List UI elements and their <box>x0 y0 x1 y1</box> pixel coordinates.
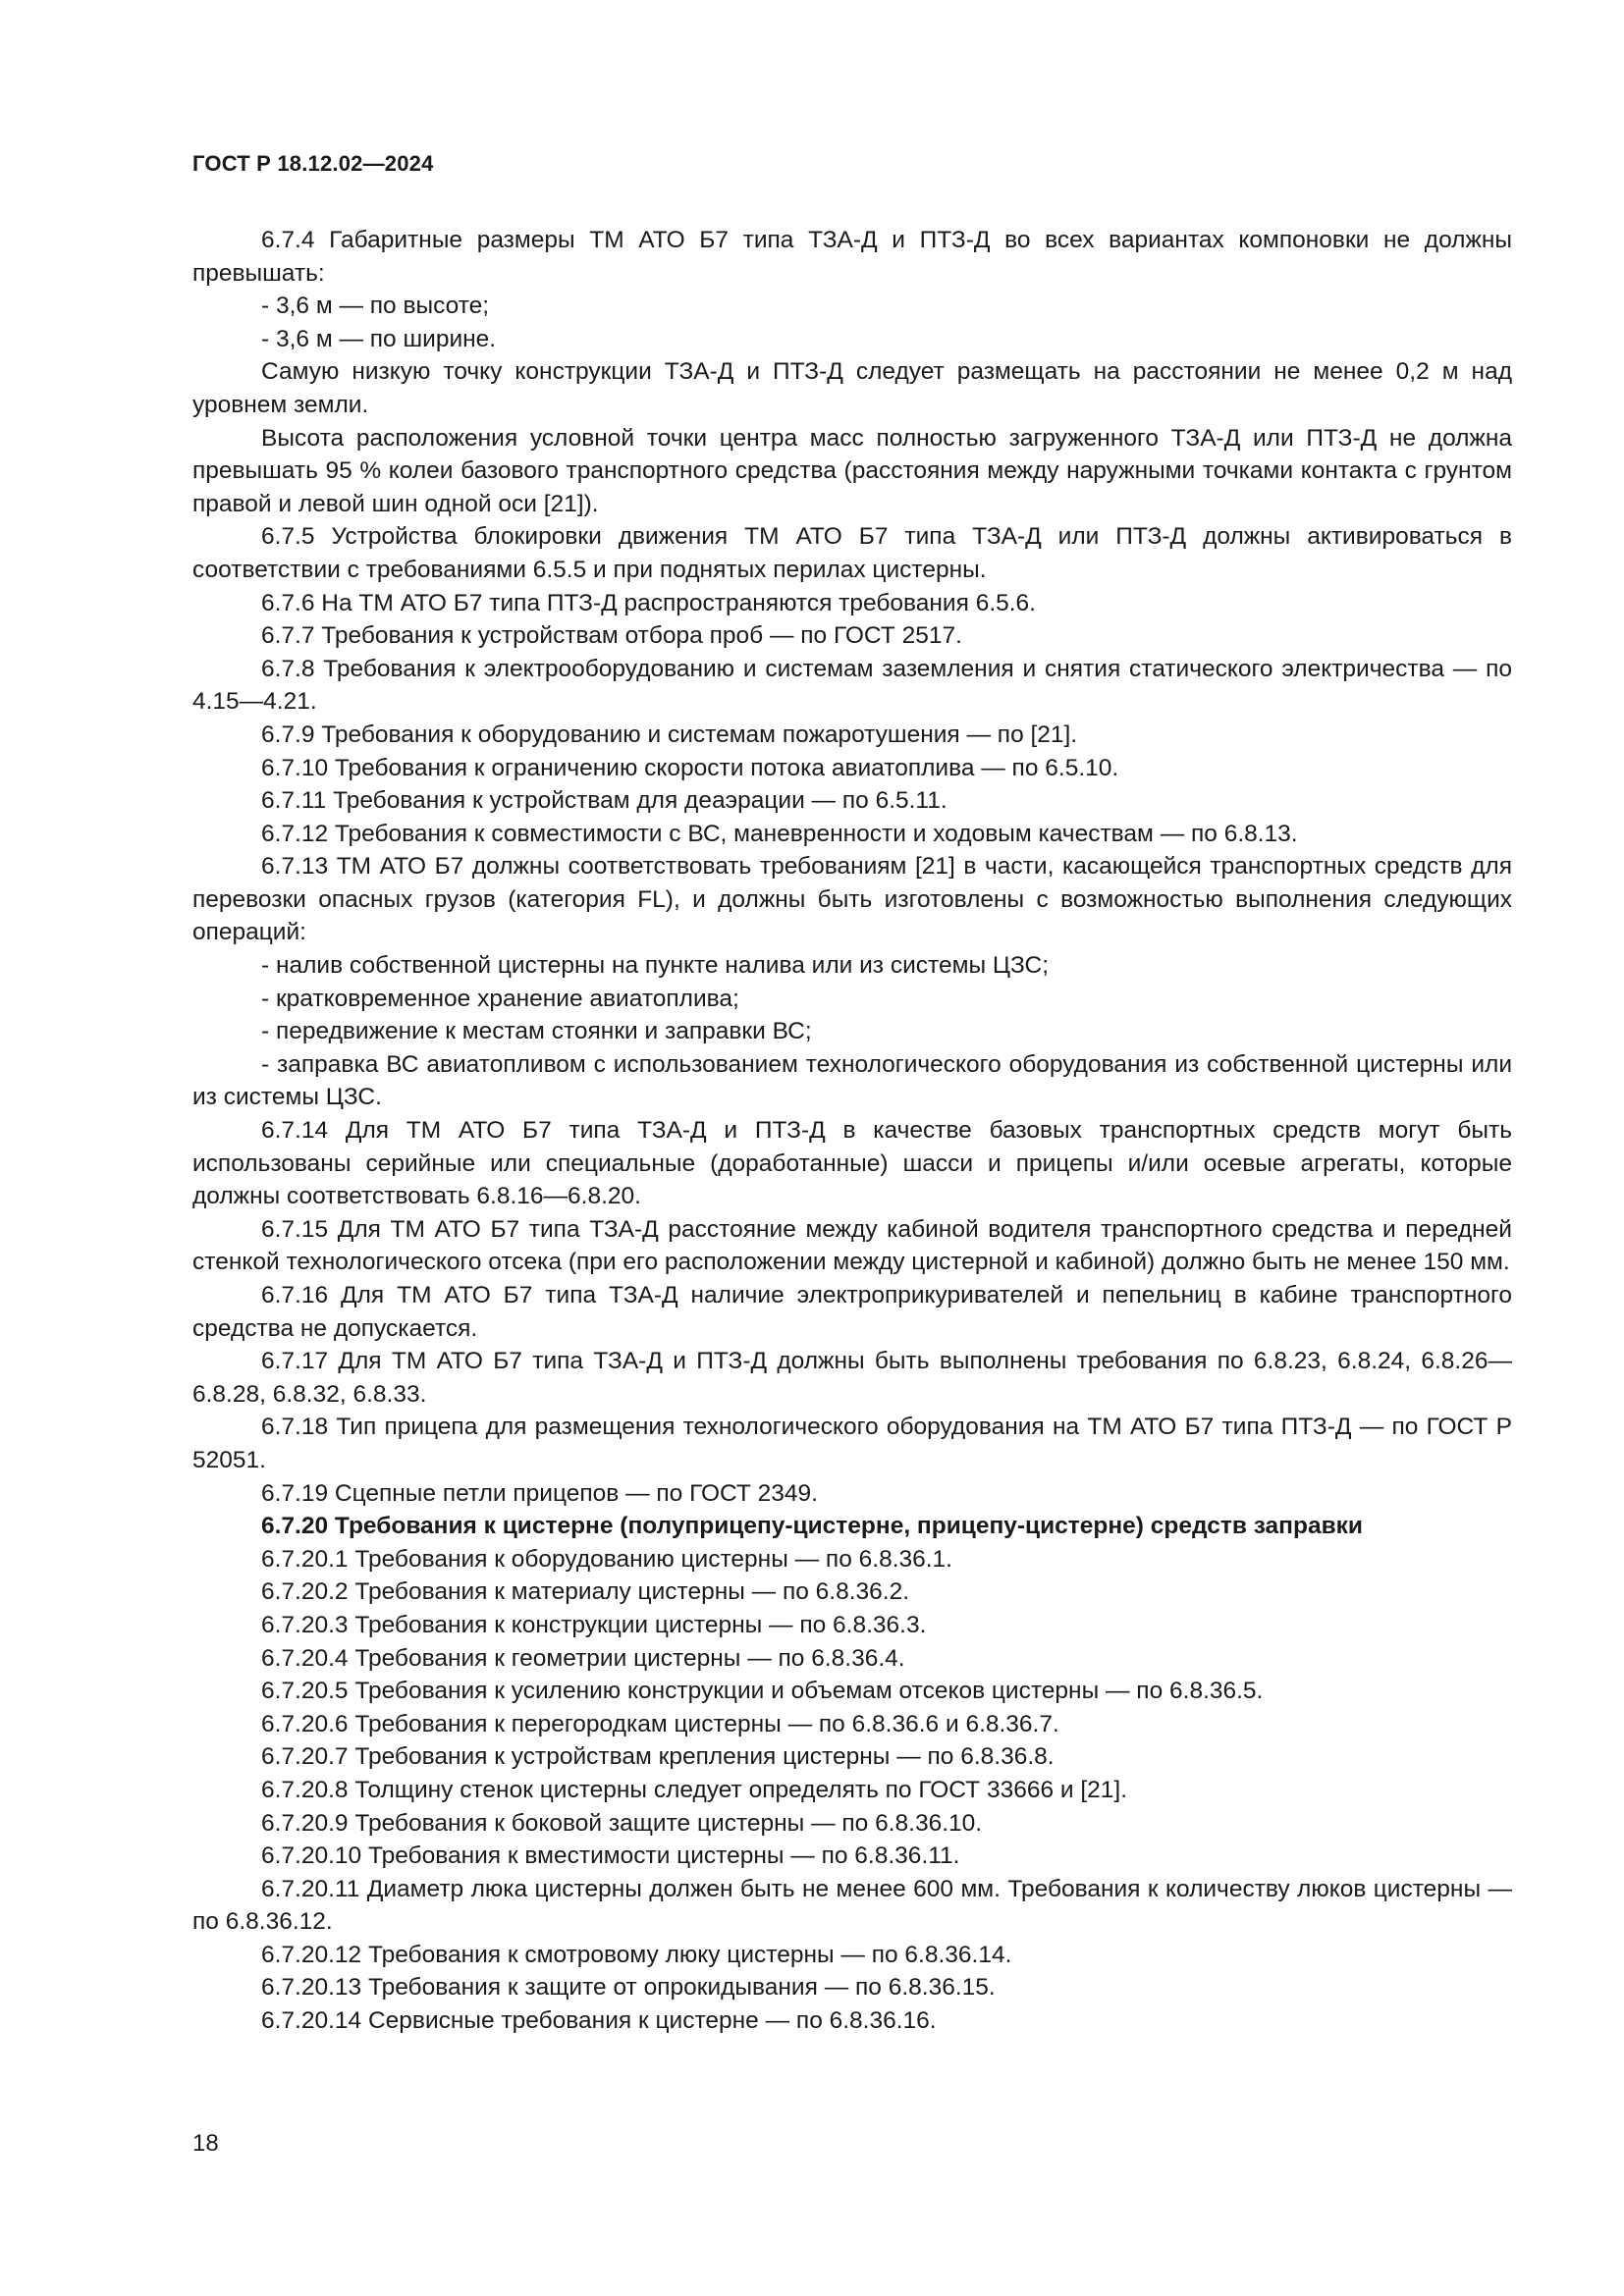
list-item: - передвижение к местам стоянки и заправки ВС; <box>261 1018 812 1045</box>
paragraph: 6.7.20.10 Требования к вместимости цистерны — по 6.8.36.11. <box>261 1842 960 1870</box>
page-number: 18 <box>192 2130 219 2157</box>
paragraph: 6.7.12 Требования к совместимости с ВС, маневренности и ходовым качествам — по 6.8.13. <box>261 820 1298 847</box>
paragraph: 6.7.10 Требования к ограничению скорости потока авиатоплива — по 6.5.10. <box>261 754 1119 781</box>
list-item: - налив собственной цистерны на пункте налива или из системы ЦЗС; <box>261 952 1050 980</box>
paragraph: 6.7.20.5 Требования к усилению конструкции и объемам отсеков цистерны — по 6.8.36.5. <box>261 1678 1264 1705</box>
paragraph: 6.7.15 Для ТМ АТО Б7 типа ТЗА-Д расстояние между кабиной водителя транспортного средства и передней стенкой технологического отсека (при его расположении между цистерной и кабиной) должно быть не менее 150 мм. <box>192 1215 1512 1276</box>
paragraph: 6.7.20.1 Требования к оборудованию цистерны — по 6.8.36.1. <box>261 1545 952 1573</box>
list-item: - заправка ВС авиатопливом с использованием технологического оборудования из собственной цистерны или из системы ЦЗС. <box>192 1050 1512 1111</box>
list-item: - 3,6 м — по высоте; <box>261 293 490 320</box>
section-heading: 6.7.20 Требования к цистерне (полуприцепу-цистерне, прицепу-цистерне) средств заправки <box>261 1513 1363 1540</box>
paragraph: 6.7.13 ТМ АТО Б7 должны соответствовать требованиям [21] в части, касающейся транспортных средств для перевозки опасных грузов (категория FL), и должны быть изготовлены с возможностью выполнения следующих операций: <box>192 853 1512 946</box>
paragraph: 6.7.8 Требования к электрооборудованию и системам заземления и снятия статического электричества — по 4.15—4.21. <box>192 655 1512 716</box>
paragraph: 6.7.7 Требования к устройствам отбора проб — по ГОСТ 2517. <box>261 622 962 650</box>
paragraph: 6.7.20.9 Требования к боковой защите цистерны — по 6.8.36.10. <box>261 1809 983 1837</box>
paragraph: 6.7.20.14 Сервисные требования к цистерне — по 6.8.36.16. <box>261 2007 937 2035</box>
paragraph: 6.7.20.3 Требования к конструкции цистерны — по 6.8.36.3. <box>261 1611 927 1638</box>
paragraph: 6.7.20.6 Требования к перегородкам цистерны — по 6.8.36.6 и 6.8.36.7. <box>261 1710 1059 1737</box>
paragraph: 6.7.20.8 Толщину стенок цистерны следует определять по ГОСТ 33666 и [21]. <box>261 1776 1128 1803</box>
document-header: ГОСТ Р 18.12.02—2024 <box>192 151 434 176</box>
paragraph: 6.7.20.4 Требования к геометрии цистерны — по 6.8.36.4. <box>261 1644 905 1672</box>
paragraph: 6.7.20.11 Диаметр люка цистерны должен быть не менее 600 мм. Требования к количеству люков цистерны — по 6.8.36.12. <box>192 1875 1512 1936</box>
paragraph: 6.7.20.12 Требования к смотровому люку цистерны — по 6.8.36.14. <box>261 1941 1012 1968</box>
paragraph: 6.7.19 Сцепные петли прицепов — по ГОСТ 2349. <box>261 1479 818 1507</box>
paragraph: 6.7.5 Устройства блокировки движения ТМ АТО Б7 типа ТЗА-Д или ПТЗ-Д должны активироваться в соответствии с требованиями 6.5.5 и при поднятых перилах цистерны. <box>192 523 1512 583</box>
paragraph: 6.7.16 Для ТМ АТО Б7 типа ТЗА-Д наличие электроприкуривателей и пепельниц в кабине транспортного средства не допускается. <box>192 1282 1512 1342</box>
paragraph: 6.7.4 Габаритные размеры ТМ АТО Б7 типа ТЗА-Д и ПТЗ-Д во всех вариантах компоновки не должны превышать: <box>192 227 1512 287</box>
paragraph: 6.7.20.7 Требования к устройствам крепления цистерны — по 6.8.36.8. <box>261 1743 1055 1771</box>
paragraph: 6.7.18 Тип прицепа для размещения технологического оборудования на ТМ АТО Б7 типа ПТЗ-Д — по ГОСТ Р 52051. <box>192 1414 1512 1473</box>
list-item: - кратковременное хранение авиатоплива; <box>261 985 739 1012</box>
paragraph: 6.7.20.13 Требования к защите от опрокидывания — по 6.8.36.15. <box>261 1974 996 2002</box>
paragraph: 6.7.14 Для ТМ АТО Б7 типа ТЗА-Д и ПТЗ-Д в качестве базовых транспортных средств могут быть использованы серийные или специальные (доработанные) шасси и прицепы и/или осевые агрегаты, которые должны соответствовать 6.8.16—6.8.20. <box>192 1117 1512 1210</box>
paragraph: 6.7.6 На ТМ АТО Б7 типа ПТЗ-Д распространяются требования 6.5.6. <box>261 589 1036 616</box>
paragraph: Высота расположения условной точки центра масс полностью загруженного ТЗА-Д или ПТЗ-Д не должна превышать 95 % колеи базового транспортного средства (расстояния между наружными точками контакта с грунтом правой и левой шин одной оси [21]). <box>192 424 1512 517</box>
list-item: - 3,6 м — по ширине. <box>261 325 497 352</box>
paragraph: 6.7.11 Требования к устройствам для деаэрации — по 6.5.11. <box>261 787 947 815</box>
paragraph: 6.7.9 Требования к оборудованию и системам пожаротушения — по [21]. <box>261 721 1078 748</box>
paragraph: 6.7.20.2 Требования к материалу цистерны — по 6.8.36.2. <box>261 1578 910 1606</box>
document-body <box>192 224 1512 2038</box>
paragraph: 6.7.17 Для ТМ АТО Б7 типа ТЗА-Д и ПТЗ-Д должны быть выполнены требования по 6.8.23, 6.8.24, 6.8.26—6.8.28, 6.8.32, 6.8.33. <box>192 1348 1512 1408</box>
paragraph: Самую низкую точку конструкции ТЗА-Д и ПТЗ-Д следует размещать на расстоянии не менее 0,2 м над уровнем земли. <box>192 358 1512 418</box>
